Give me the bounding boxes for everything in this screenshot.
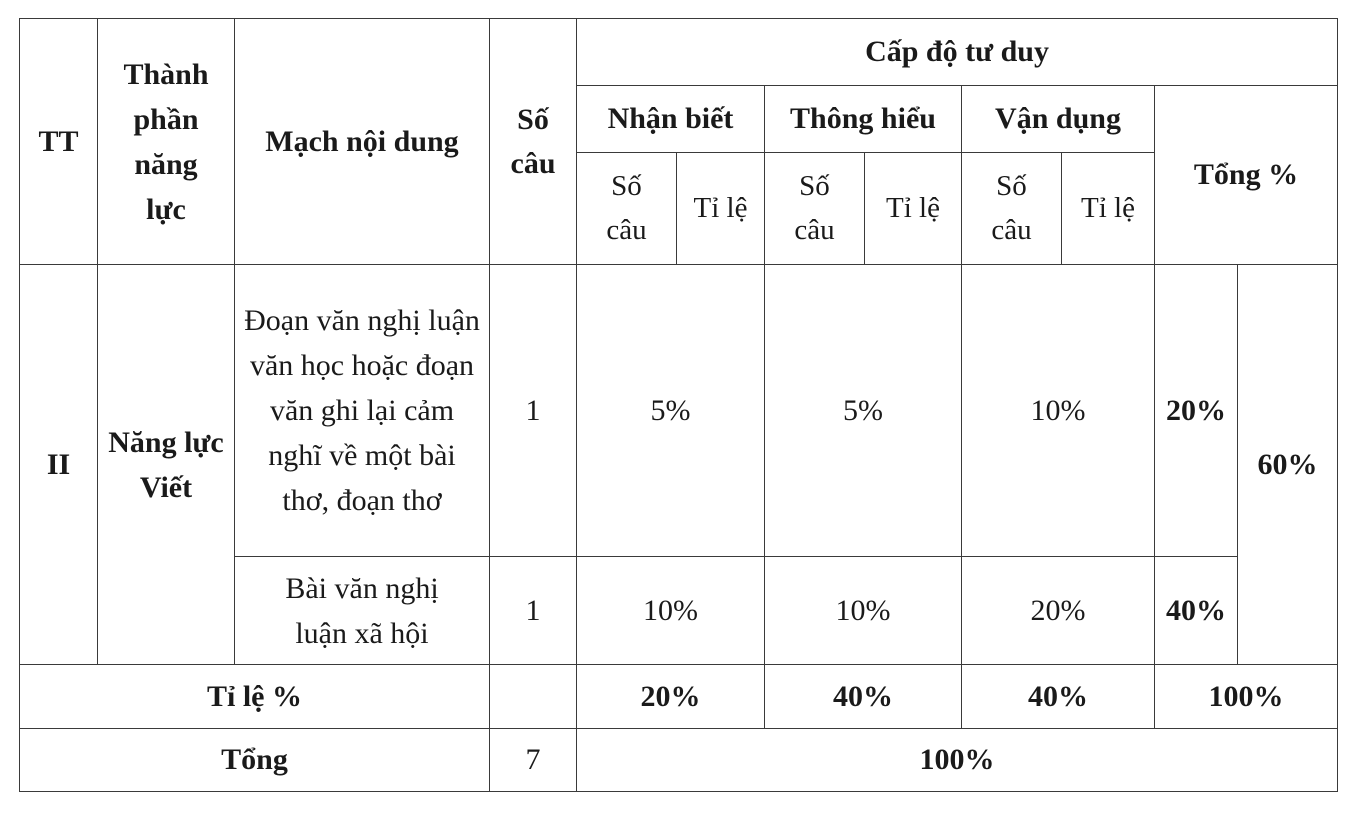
tong-pct: 100% — [577, 729, 1338, 792]
ti-le-row — [20, 665, 1338, 729]
header-thanh-phan-nang-luc — [98, 19, 235, 265]
ti-le-nhan-biet: 20% — [577, 665, 765, 729]
header-thanh-phan-text: Thành phần năng lực — [123, 57, 209, 226]
section-name — [98, 265, 235, 665]
row-thong-hieu: 5% — [765, 265, 962, 557]
row-tong: 20% — [1155, 265, 1238, 557]
header-row-1 — [20, 19, 1338, 86]
header-thong-hieu: Thông hiểu — [765, 86, 962, 153]
ti-le-thong-hieu: 40% — [765, 665, 962, 729]
row-content — [235, 265, 490, 557]
row-van-dung: 10% — [962, 265, 1155, 557]
row-content — [235, 557, 490, 665]
row-content-text: Đoạn văn nghị luận văn học hoặc đoạn văn ghi lại cảm nghĩ về một bài thơ, đoạn thơ — [244, 304, 480, 517]
header-tong-pct: Tổng % — [1155, 86, 1338, 265]
tong-row — [20, 729, 1338, 792]
header-nhan-biet: Nhận biết — [577, 86, 765, 153]
assessment-matrix-table — [19, 18, 1338, 792]
row-so-cau: 1 — [490, 557, 577, 665]
row-nhan-biet: 5% — [577, 265, 765, 557]
header-cap-do-tu-duy: Cấp độ tư duy — [577, 19, 1338, 86]
table-row — [20, 265, 1338, 557]
row-thong-hieu: 10% — [765, 557, 962, 665]
row-so-cau: 1 — [490, 265, 577, 557]
ti-le-label: Tỉ lệ % — [20, 665, 490, 729]
tong-so-cau: 7 — [490, 729, 577, 792]
row-nhan-biet: 10% — [577, 557, 765, 665]
section-name-text: Năng lực Viết — [108, 425, 224, 504]
th-so-cau-text: Số câu — [794, 170, 835, 246]
section-tt: II — [20, 265, 98, 665]
header-so-cau-text: Số câu — [510, 103, 556, 180]
header-van-dung: Vận dụng — [962, 86, 1155, 153]
header-vd-so-cau — [962, 153, 1062, 265]
ti-le-so-cau-empty — [490, 665, 577, 729]
header-th-ti-le: Tỉ lệ — [865, 153, 962, 265]
nb-so-cau-text: Số câu — [606, 170, 647, 246]
header-nb-ti-le: Tỉ lệ — [677, 153, 765, 265]
section-total-pct: 60% — [1238, 265, 1338, 665]
header-mach-noi-dung: Mạch nội dung — [235, 19, 490, 265]
row-van-dung: 20% — [962, 557, 1155, 665]
header-so-cau — [490, 19, 577, 265]
row-content-text: Bài văn nghị luận xã hội — [285, 571, 439, 650]
header-nb-so-cau — [577, 153, 677, 265]
ti-le-tong: 100% — [1155, 665, 1338, 729]
header-th-so-cau — [765, 153, 865, 265]
header-tt: TT — [20, 19, 98, 265]
header-vd-ti-le: Tỉ lệ — [1062, 153, 1155, 265]
tong-label: Tổng — [20, 729, 490, 792]
ti-le-van-dung: 40% — [962, 665, 1155, 729]
row-tong: 40% — [1155, 557, 1238, 665]
vd-so-cau-text: Số câu — [991, 170, 1032, 246]
